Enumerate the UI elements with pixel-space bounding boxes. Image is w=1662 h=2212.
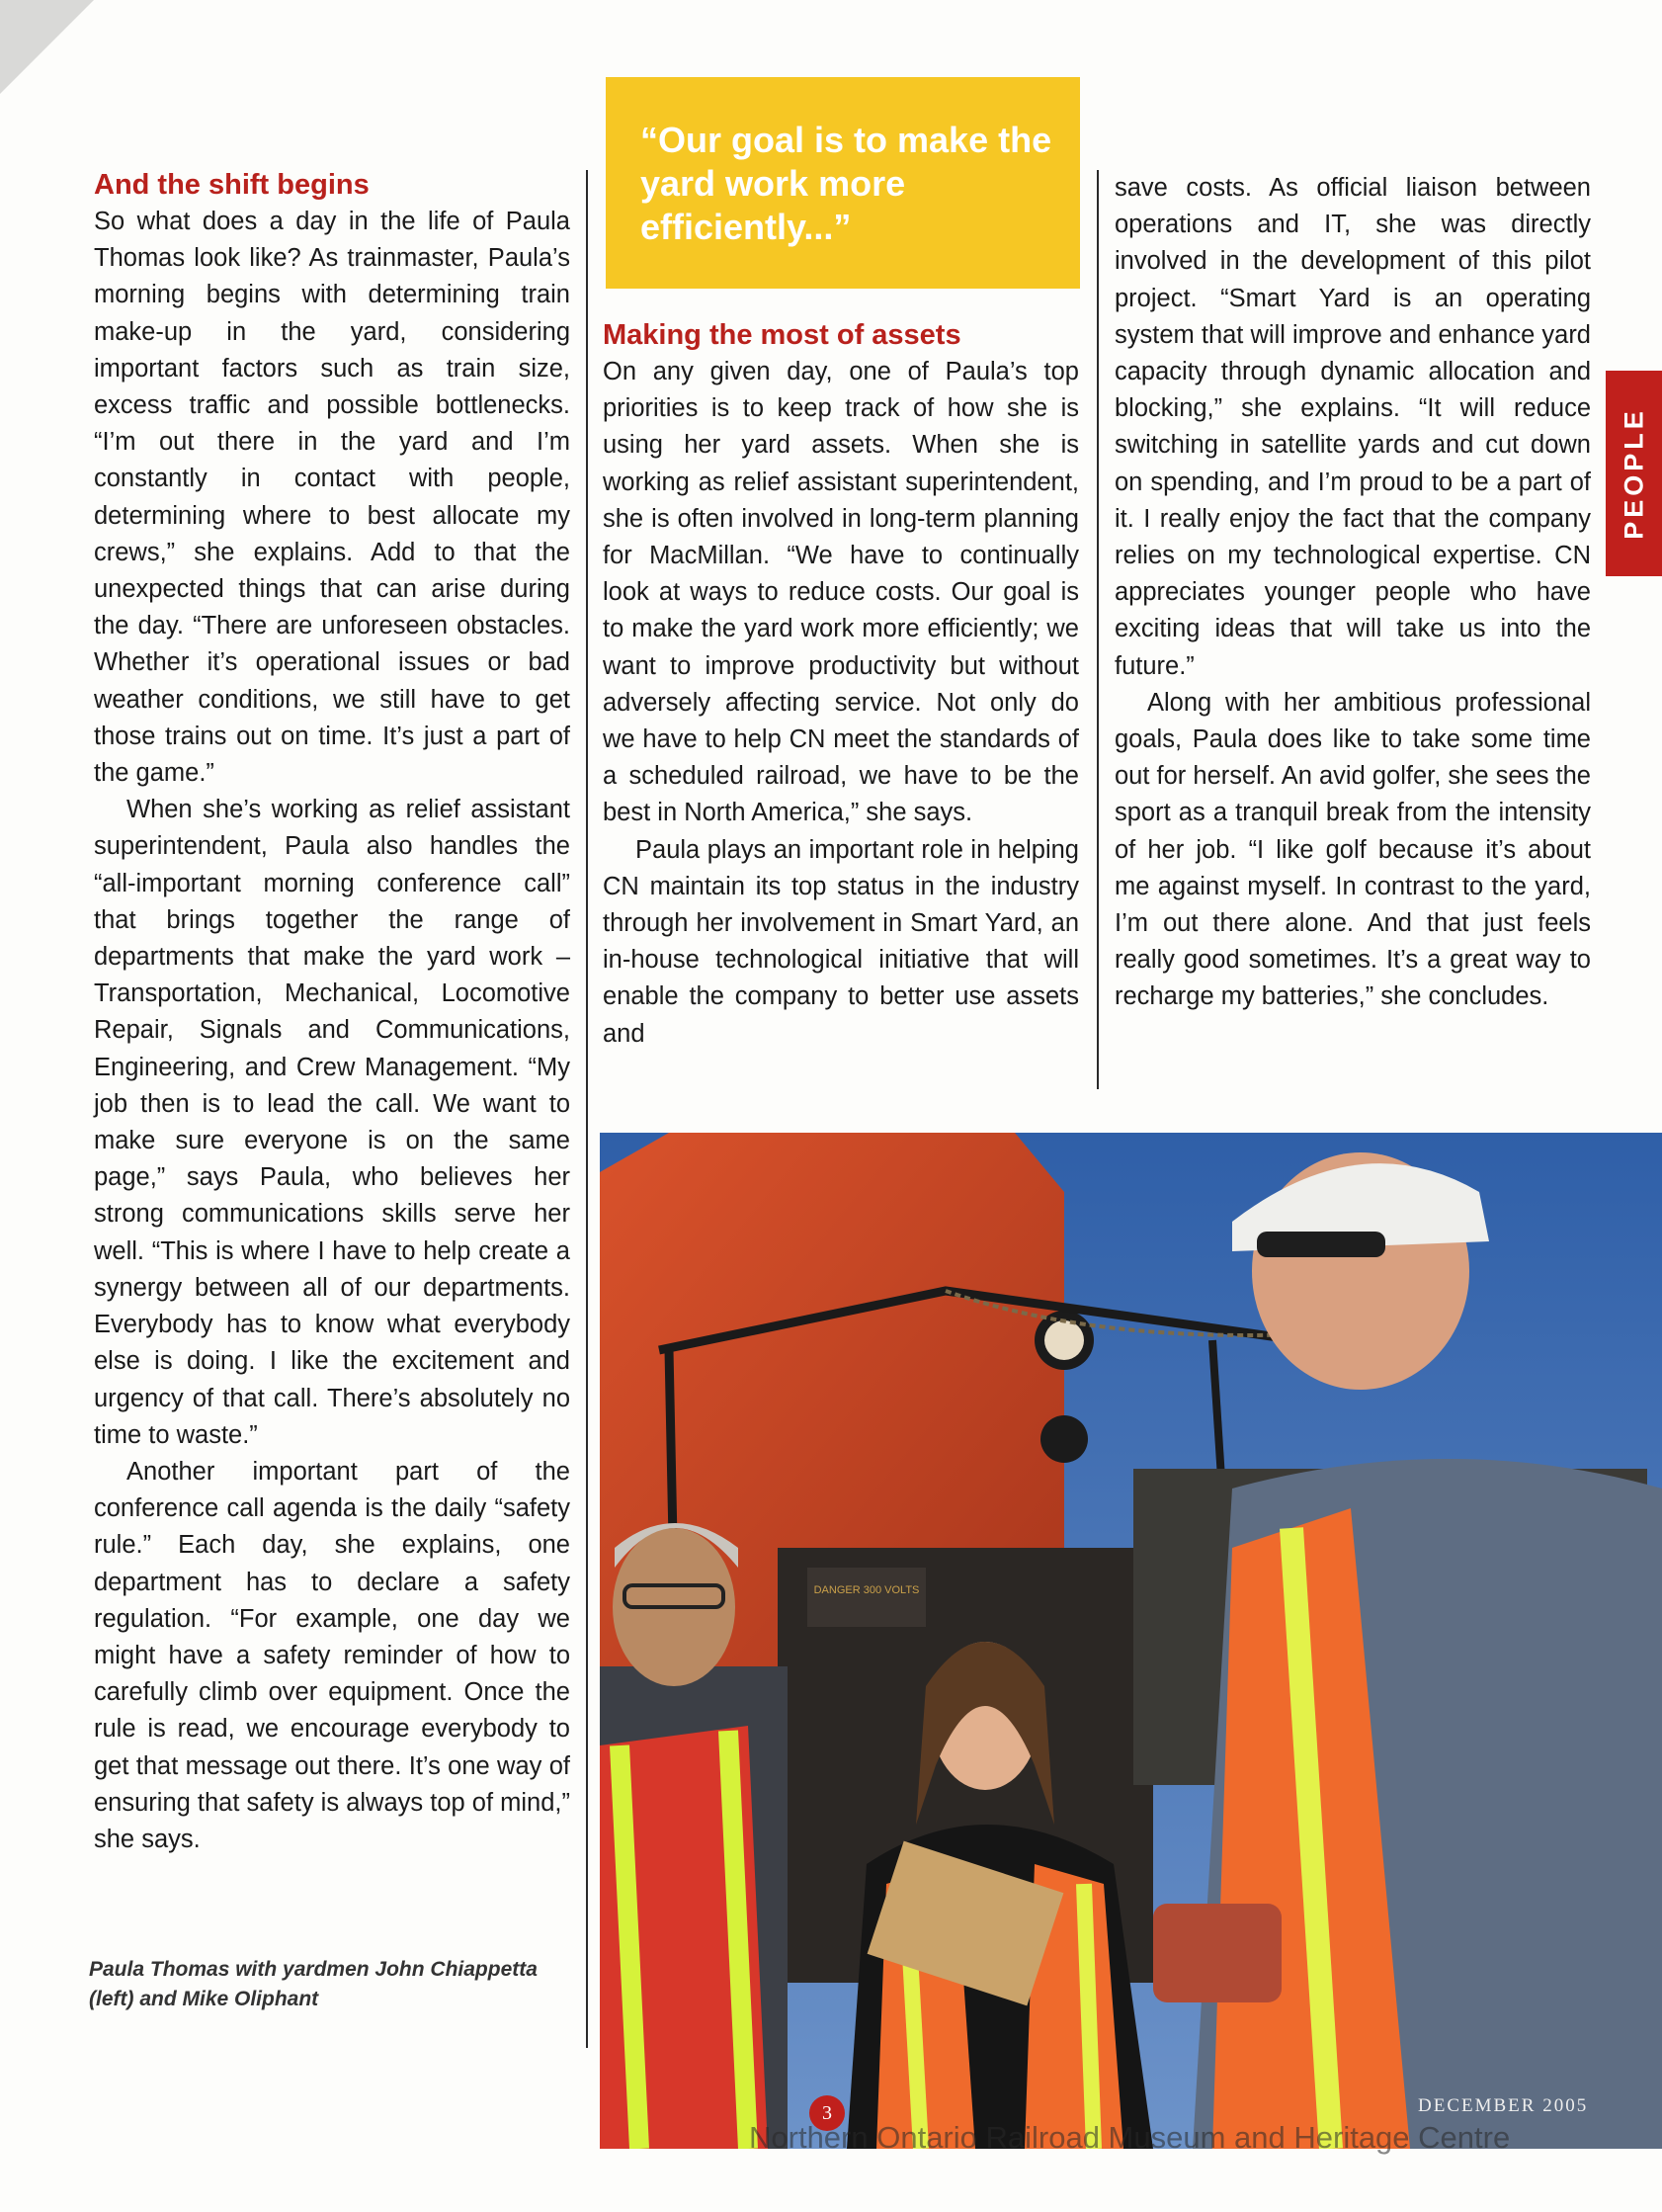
paragraph: Paula plays an important role in helping CN maintain its top status in the industry through her involvement in Smart Yard, an in-house technological initiative that will enable the company to better use assets and — [603, 835, 1079, 1048]
article-column-2 — [603, 316, 1079, 1053]
article-column-1 — [94, 166, 570, 1858]
page-fold-corner — [0, 0, 94, 94]
article-photo — [600, 1133, 1662, 2149]
page-number: 3 — [809, 2095, 845, 2131]
section-tab — [1606, 371, 1662, 576]
pull-quote-box — [606, 77, 1080, 289]
marker-light-icon — [1040, 1415, 1088, 1463]
column-divider — [1097, 170, 1099, 1089]
watermark: Northern Ontario Railroad Museum and Heritage Centre — [749, 2120, 1511, 2155]
column-divider — [586, 170, 588, 2048]
article-column-3 — [1115, 170, 1591, 1016]
paragraph: save costs. As official liaison between operations and IT, she was directly involved in the development of this pilot project. “Smart Yard is an operating system that will improve and enhance yard capacity through dynamic allocation and blocking,” she explains. “It will reduce switching in satellite yards and cut down on spending, and I’m proud to be a part of it. I really enjoy the fact that the company relies on my technological expertise. CN appreciates younger people who have exciting ideas that will take us into the future.” — [1115, 174, 1591, 680]
pull-quote: “Our goal is to make the yard work more efficiently...” — [640, 120, 1052, 247]
reflective-stripe — [1084, 1884, 1094, 2149]
paragraph: Along with her ambitious professional goals, Paula does like to take some time out for herself. An avid golfer, she sees the sport as a tranquil break from the intensity of her job. “I like golf because it’s about me against myself. In contrast to the yard, I’m out there alone. And that just feels really good sometimes. It’s a great way to recharge my batteries,” she concludes. — [1115, 688, 1591, 1011]
photo-illustration — [600, 1133, 1662, 2149]
sunglasses-icon — [1257, 1232, 1385, 1257]
section-heading-assets: Making the most of assets — [603, 319, 961, 351]
radio-device — [1153, 1904, 1282, 2002]
section-heading-shift: And the shift begins — [94, 169, 370, 201]
paragraph: When she’s working as relief assistant superintendent, Paula also handles the “all-important morning conference call” that brings together the range of departments that make the yard work – Transportation, Mechanical, Locomotive Repair, Signals and Communications, Engineering, and Crew Management. “My job then is to lead the call. We want to make sure everyone is on the same page,” says Paula, who believes her strong communications skills serve her well. “This is where I have to help create a synergy between all of our departments. Everybody has to know what everybody else is doing. I like the excitement and urgency of that call. There’s absolutely no time to waste.” — [94, 796, 570, 1449]
issue-date: DECEMBER 2005 — [1418, 2095, 1589, 2116]
paragraph: Another important part of the conference call agenda is the daily “safety rule.” Each day, she explains, one department has to declare a safety regulation. “For example, one day we might have a safety reminder of how to carefully climb over equipment. Once the rule is read, we encourage everybody to get that message out there. It’s one way of ensuring that safety is always top of mind,” she says. — [94, 1457, 570, 1853]
headlight-lens — [1044, 1320, 1084, 1360]
photo-caption: Paula Thomas with yardmen John Chiappetta (left) and Mike Oliphant — [89, 1958, 538, 2010]
danger-plate — [807, 1568, 926, 1627]
danger-sign-text: DANGER 300 VOLTS — [813, 1584, 920, 1596]
paragraph: On any given day, one of Paula’s top priorities is to keep track of how she is using her yard assets. When she is working as relief assistant superintendent, she is often involved in long-term planning for MacMillan. “We have to continually look at ways to reduce costs. Our goal is to make the yard work more efficiently; we want to improve productivity but without adversely affecting service. Not only do we have to help CN meet the standards of a scheduled railroad, we have to be the best in North America,” she says. — [603, 358, 1079, 827]
section-tab-label: PEOPLE — [1619, 407, 1648, 540]
paragraph: So what does a day in the life of Paula Thomas look like? As trainmaster, Paula’s morning begins with determining train make-up in the yard, considering important factors such as train size, excess traffic and possible bottlenecks. “I’m out there in the yard and I’m constantly in contact with people, determining where to best allocate my crews,” she explains. Add to that the unexpected things that can arise during the day. “There are unforeseen obstacles. Whether it’s operational issues or bad weather conditions, we still have to get those trains out on time. It’s just a part of the game.” — [94, 208, 570, 788]
